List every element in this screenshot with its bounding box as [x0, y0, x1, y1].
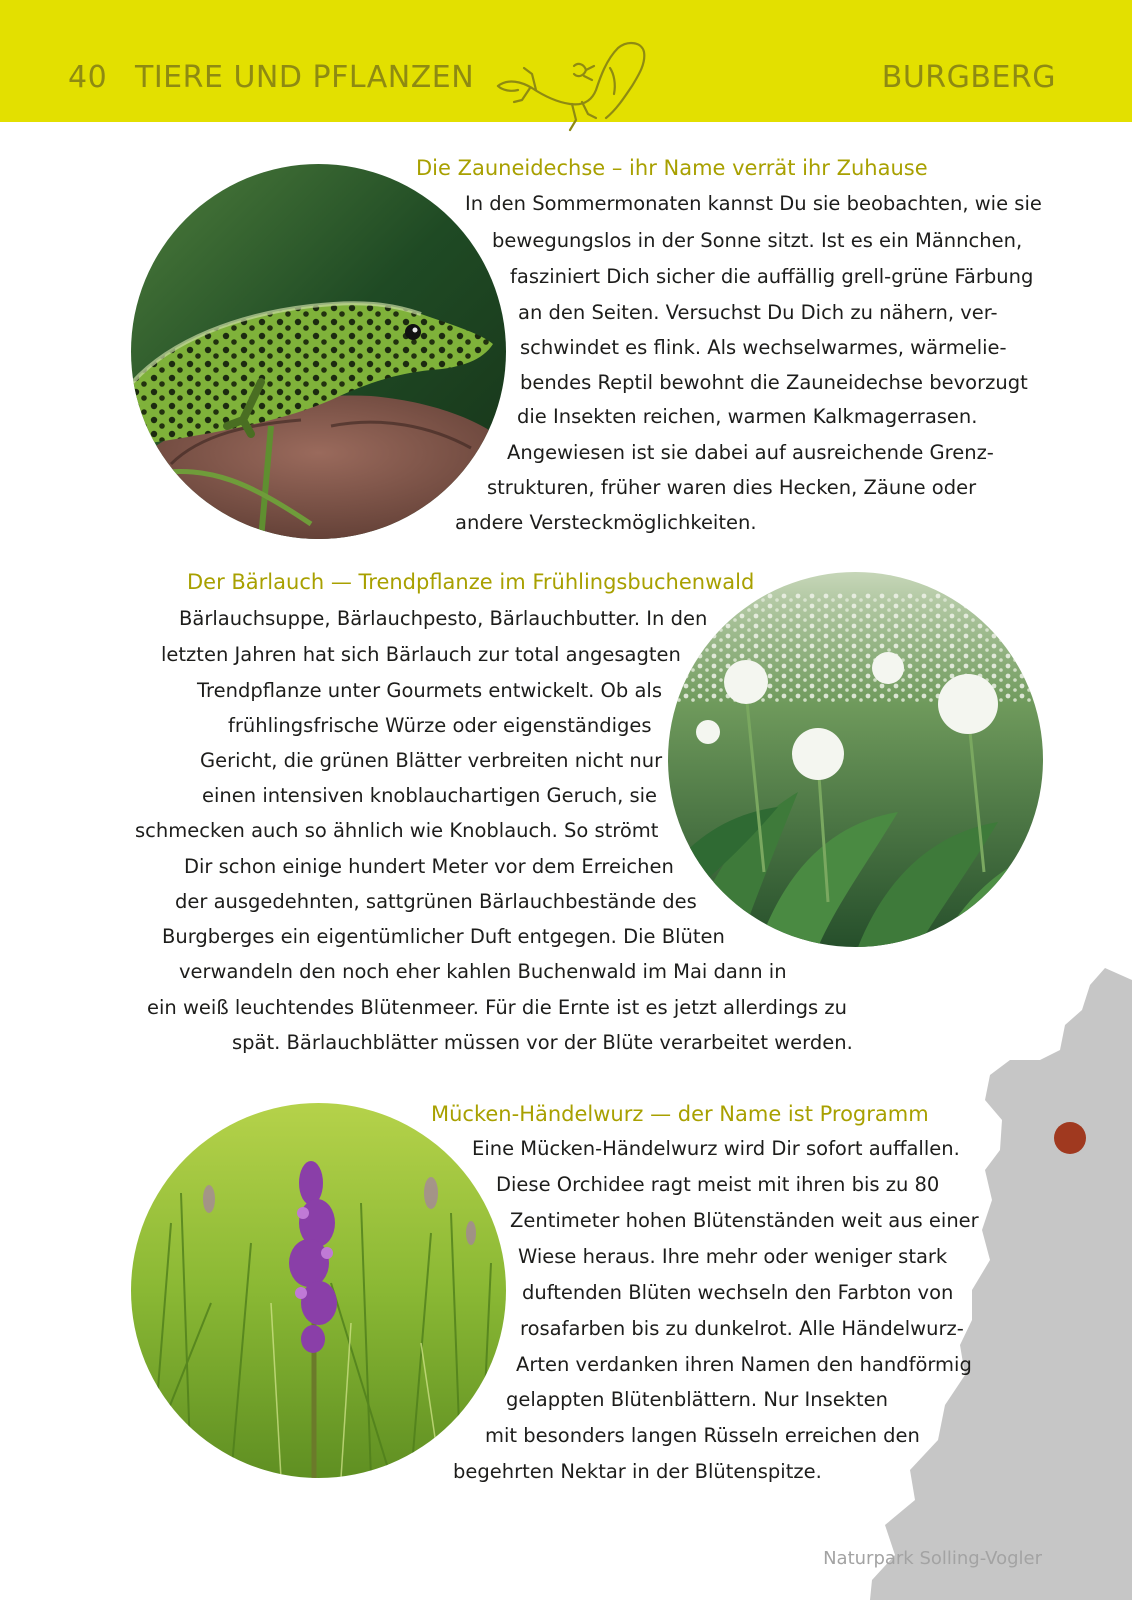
section-orchid-line: Eine Mücken-Händelwurz wird Dir sofort auffallen. [472, 1137, 960, 1160]
section-wild-garlic-line: der ausgedehnten, sattgrünen Bärlauchbestände des [175, 890, 697, 913]
location-title: BURGBERG [881, 60, 1056, 95]
location-marker [1054, 1122, 1086, 1154]
chapter-title: TIERE UND PFLANZEN [135, 60, 475, 95]
section-wild-garlic-line: frühlingsfrische Würze oder eigenständiges [228, 714, 652, 737]
section-wild-garlic-line: letzten Jahren hat sich Bärlauch zur total angesagten [161, 643, 681, 666]
section-orchid-line: gelappten Blütenblättern. Nur Insekten [506, 1388, 889, 1411]
footer-publisher: Naturpark Solling-Vogler [823, 1548, 1042, 1569]
section-wild-garlic-line: spät. Bärlauchblätter müssen vor der Blüte verarbeitet werden. [232, 1031, 853, 1054]
section-lizard-line: Angewiesen ist sie dabei auf ausreichende Grenz- [507, 441, 994, 464]
section-lizard-line: bendes Reptil bewohnt die Zauneidechse bevorzugt [520, 371, 1028, 394]
section-heading-orchid: Mücken-Händelwurz — der Name ist Programm [431, 1102, 929, 1126]
section-wild-garlic-line: Trendpflanze unter Gourmets entwickelt. Ob als [197, 679, 663, 702]
section-wild-garlic-line: einen intensiven knoblauchartigen Geruch, sie [202, 784, 658, 807]
section-wild-garlic-line: ein weiß leuchtendes Blütenmeer. Für die Ernte ist es jetzt allerdings zu [147, 996, 847, 1019]
section-orchid-line: duftenden Blüten wechseln den Farbton von [522, 1281, 954, 1304]
section-orchid-line: Diese Orchidee ragt meist mit ihren bis zu 80 [496, 1173, 940, 1196]
section-wild-garlic-line: Burgberges ein eigentümlicher Duft entgegen. Die Blüten [162, 925, 725, 948]
section-lizard-line: In den Sommermonaten kannst Du sie beobachten, wie sie [465, 192, 1042, 215]
page-number: 40 [68, 60, 108, 95]
section-lizard-line: strukturen, früher waren dies Hecken, Zäune oder [487, 476, 977, 499]
wild-garlic-photo [668, 572, 1043, 947]
section-wild-garlic-line: schmecken auch so ähnlich wie Knoblauch. So strömt [135, 819, 659, 842]
section-wild-garlic-line: Dir schon einige hundert Meter vor dem Erreichen [184, 855, 674, 878]
section-wild-garlic-line: verwandeln den noch eher kahlen Buchenwald im Mai dann in [179, 960, 787, 983]
section-orchid-line: mit besonders langen Rüsseln erreichen den [485, 1424, 920, 1447]
section-lizard-line: bewegungslos in der Sonne sitzt. Ist es ein Männchen, [492, 229, 1023, 252]
section-heading-wild-garlic: Der Bärlauch — Trendpflanze im Frühlingsbuchenwald [187, 570, 755, 594]
section-wild-garlic-line: Gericht, die grünen Blätter verbreiten nicht nur [200, 749, 663, 772]
sand-lizard-photo [131, 164, 506, 539]
section-lizard-line: schwindet es flink. Als wechselwarmes, wärmelie- [520, 336, 1007, 359]
section-wild-garlic-line: Bärlauchsuppe, Bärlauchpesto, Bärlauchbutter. In den [179, 607, 708, 630]
section-orchid-line: Arten verdanken ihren Namen den handförmig [516, 1353, 972, 1376]
section-lizard-line: an den Seiten. Versuchst Du Dich zu nähern, ver- [518, 301, 998, 324]
section-heading-lizard: Die Zauneidechse – ihr Name verrät ihr Zuhause [416, 156, 928, 180]
orchid-photo [131, 1103, 506, 1478]
section-lizard-line: die Insekten reichen, warmen Kalkmagerrasen. [517, 405, 978, 428]
section-orchid-line: begehrten Nektar in der Blütenspitze. [453, 1460, 822, 1483]
section-orchid-line: Zentimeter hohen Blütenständen weit aus einer [510, 1209, 979, 1232]
section-lizard-line: fasziniert Dich sicher die auffällig grell-grüne Färbung [510, 265, 1034, 288]
section-orchid-line: rosafarben bis zu dunkelrot. Alle Händelwurz- [520, 1317, 964, 1340]
section-orchid-line: Wiese heraus. Ihre mehr oder weniger stark [518, 1245, 948, 1268]
section-lizard-line: andere Versteckmöglichkeiten. [455, 511, 757, 534]
